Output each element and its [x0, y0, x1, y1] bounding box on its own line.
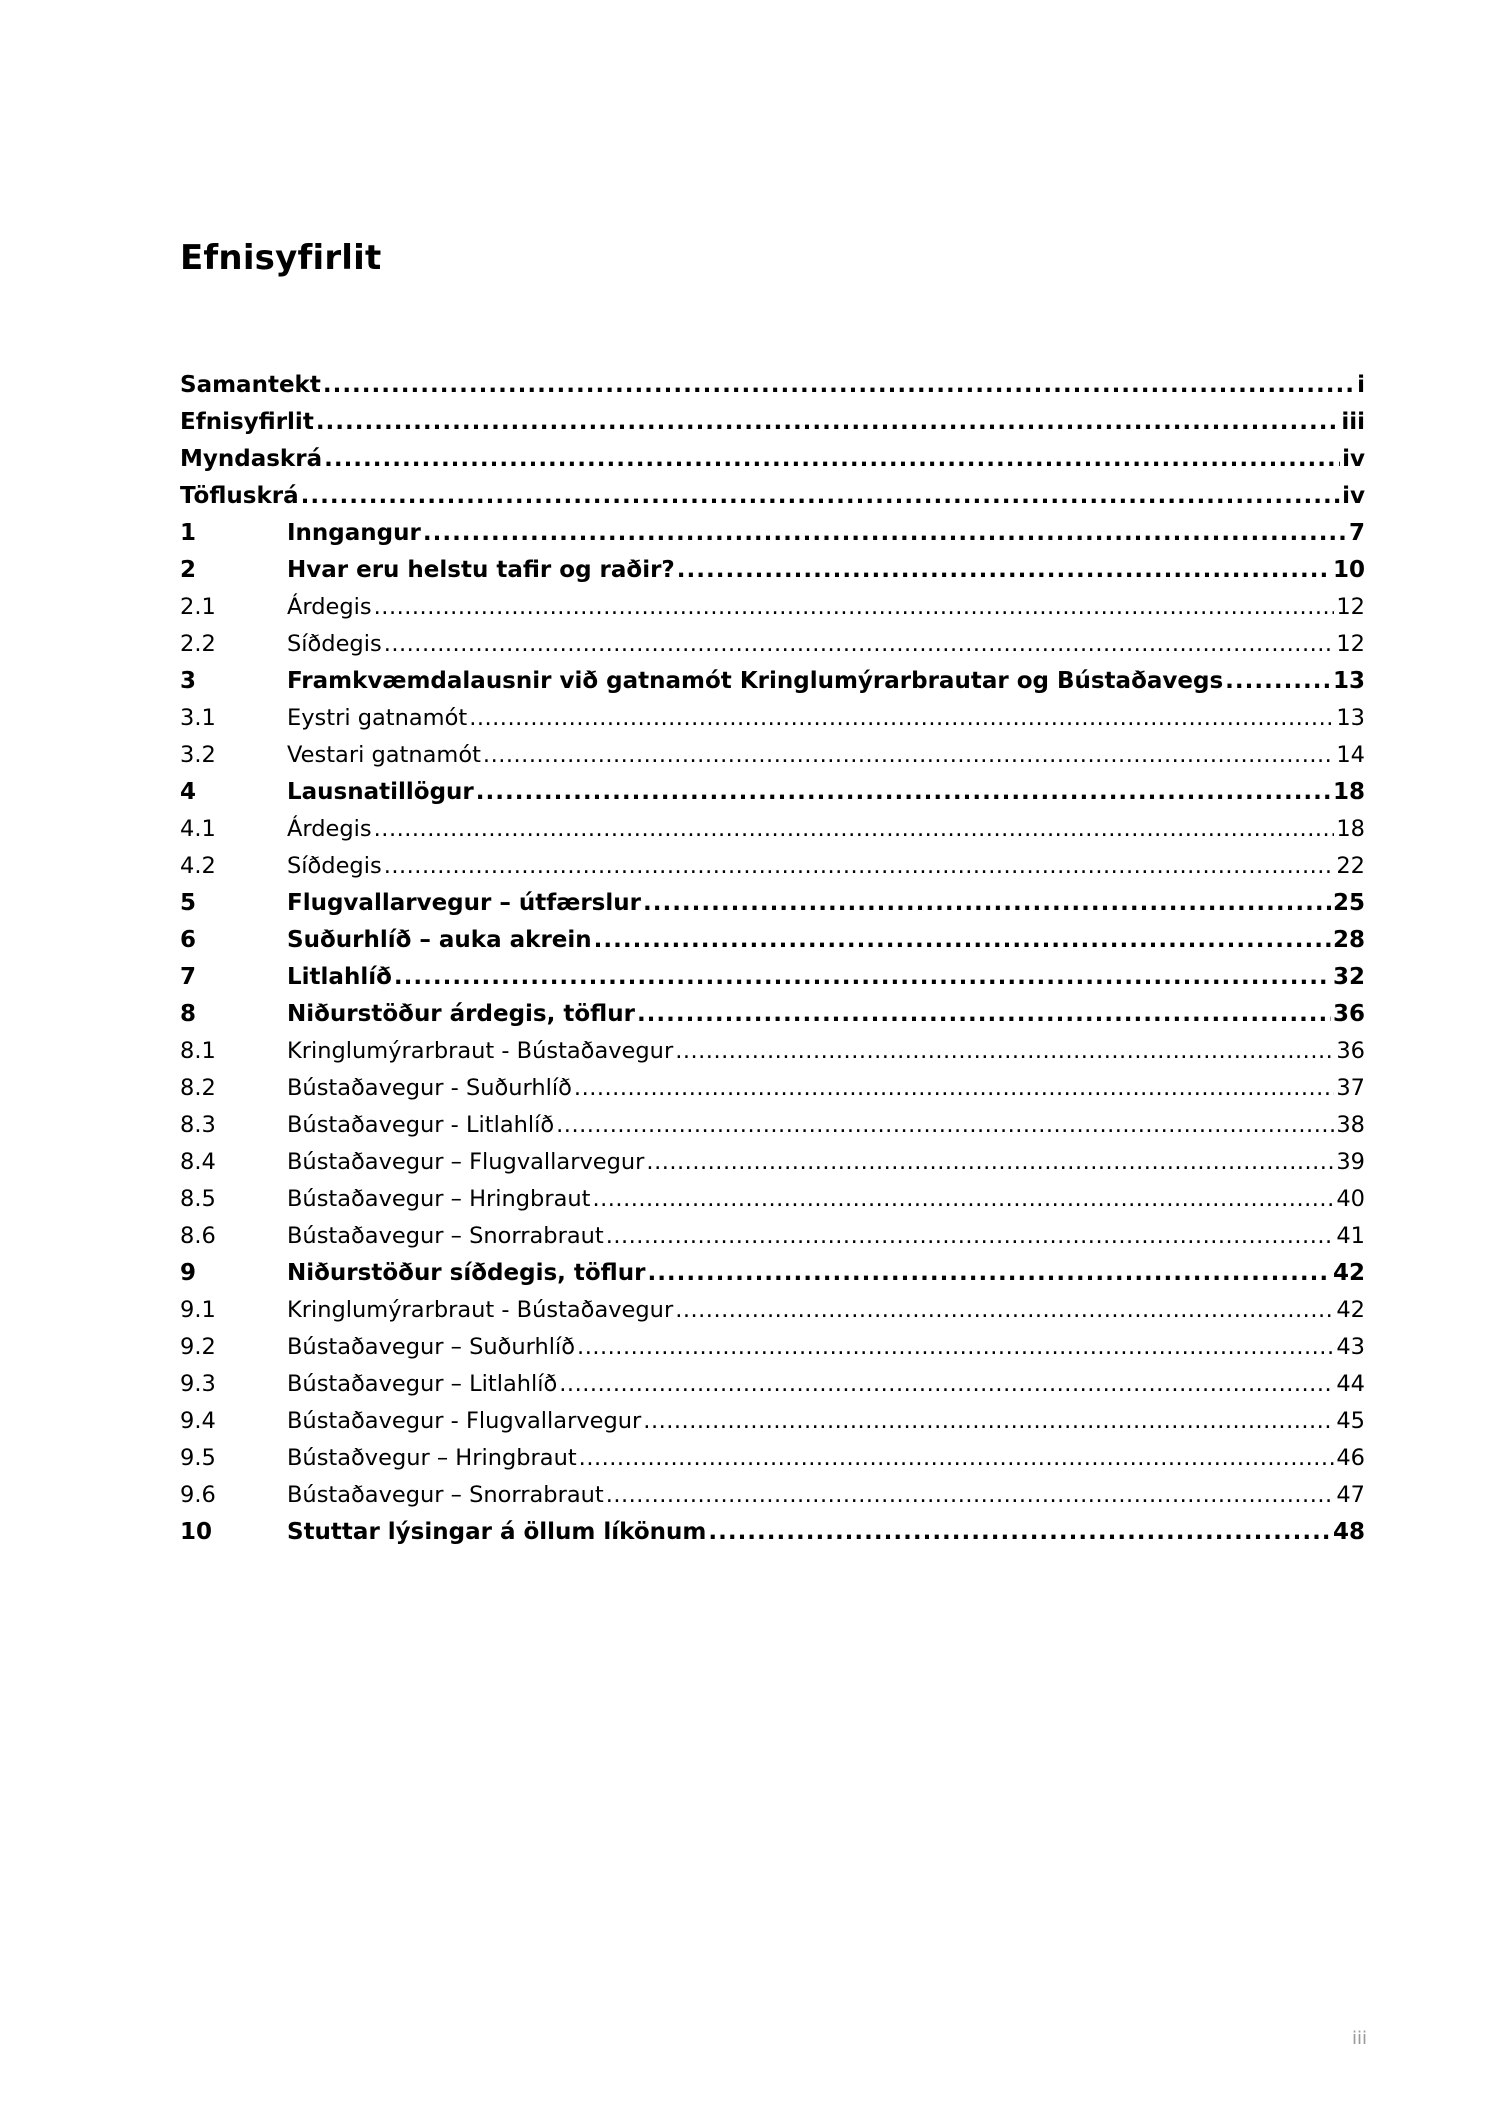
- toc-dot-leader: [394, 959, 1331, 996]
- toc-dot-leader: [708, 1514, 1331, 1551]
- toc-entry-number: 4: [180, 779, 197, 805]
- toc-dot-leader: [556, 1107, 1334, 1144]
- toc-entry-page: 44: [1336, 1371, 1365, 1397]
- toc-entry-page: 39: [1336, 1149, 1365, 1175]
- toc-entry-page: i: [1357, 372, 1365, 398]
- toc-entry-page: 43: [1336, 1334, 1365, 1360]
- toc-entry[interactable]: [180, 700, 1365, 737]
- toc-entry-title: Bústaðavegur – Snorrabraut: [287, 1223, 604, 1249]
- toc-entry-number: 3.2: [180, 742, 216, 768]
- toc-dot-leader: [579, 1440, 1335, 1477]
- toc-entry-page: iii: [1341, 409, 1365, 435]
- toc-entry-page: 38: [1336, 1112, 1365, 1138]
- toc-entry-number: 8.2: [180, 1075, 216, 1101]
- toc-entry[interactable]: [180, 1477, 1365, 1514]
- toc-entry-page: 47: [1336, 1482, 1365, 1508]
- toc-entry-number: 2.1: [180, 594, 216, 620]
- toc-dot-leader: [675, 1292, 1334, 1329]
- toc-dot-leader: [574, 1070, 1334, 1107]
- toc-entry-number: 8.1: [180, 1038, 216, 1064]
- toc-dot-leader: [316, 404, 1340, 441]
- toc-entry-number: 3.1: [180, 705, 216, 731]
- toc-entry-title: Bústaðvegur – Hringbraut: [287, 1445, 577, 1471]
- toc-entry-title: Vestari gatnamót: [287, 742, 481, 768]
- toc-dot-leader: [384, 848, 1335, 885]
- toc-entry-number: 8.4: [180, 1149, 216, 1175]
- toc-dot-leader: [374, 589, 1335, 626]
- toc-entry[interactable]: [180, 589, 1365, 626]
- toc-entry-page: 22: [1336, 853, 1365, 879]
- toc-entry-title: Síðdegis: [287, 853, 382, 879]
- toc-entry-number: 9.6: [180, 1482, 216, 1508]
- toc-entry[interactable]: [180, 774, 1365, 811]
- toc-entry-page: 42: [1336, 1297, 1365, 1323]
- toc-entry-page: 25: [1332, 890, 1365, 916]
- toc-entry[interactable]: [180, 848, 1365, 885]
- toc-dot-leader: [646, 1144, 1334, 1181]
- toc-entry[interactable]: [180, 626, 1365, 663]
- toc-entry-title: Kringlumýrarbraut - Bústaðavegur: [287, 1038, 674, 1064]
- toc-entry-page: 36: [1332, 1001, 1365, 1027]
- toc-entry-page: 48: [1332, 1519, 1365, 1545]
- toc-entry-title: Síðdegis: [287, 631, 382, 657]
- toc-entry-title: Flugvallarvegur – útfærslur: [287, 890, 641, 916]
- toc-entry[interactable]: [180, 441, 1365, 478]
- toc-dot-leader: [374, 811, 1335, 848]
- toc-entry-number: 4.2: [180, 853, 216, 879]
- toc-entry-number: 10: [180, 1519, 213, 1545]
- toc-entry-page: 7: [1348, 520, 1365, 546]
- toc-entry-number: 9.5: [180, 1445, 216, 1471]
- toc-entry-number: 8.5: [180, 1186, 216, 1212]
- page-title: Efnisyfirlit: [180, 238, 382, 278]
- toc-entry-number: 5: [180, 890, 197, 916]
- toc-entry-number: 9: [180, 1260, 197, 1286]
- toc-dot-leader: [1225, 663, 1331, 700]
- toc-entry-number: 8: [180, 1001, 197, 1027]
- toc-entry-title: Árdegis: [287, 594, 372, 620]
- toc-entry-title: Bústaðavegur - Suðurhlíð: [287, 1075, 572, 1101]
- toc-entry[interactable]: [180, 552, 1365, 589]
- toc-entry-number: 8.3: [180, 1112, 216, 1138]
- toc-entry-title: Suðurhlíð – auka akrein: [287, 927, 592, 953]
- toc-entry-page: 41: [1336, 1223, 1365, 1249]
- toc-entry-title: Stuttar lýsingar á öllum líkönum: [287, 1519, 707, 1545]
- toc-entry[interactable]: [180, 1255, 1365, 1292]
- toc-entry-number: 3: [180, 668, 197, 694]
- toc-entry-page: 10: [1332, 557, 1365, 583]
- toc-entry[interactable]: [180, 367, 1365, 404]
- toc-entry-page: 37: [1336, 1075, 1365, 1101]
- toc-entry[interactable]: [180, 1070, 1365, 1107]
- toc-entry[interactable]: [180, 811, 1365, 848]
- toc-entry[interactable]: [180, 922, 1365, 959]
- toc-dot-leader: [647, 1255, 1331, 1292]
- toc-entry-page: 12: [1336, 631, 1365, 657]
- toc-dot-leader: [384, 626, 1335, 663]
- toc-entry-title: Bústaðavegur – Snorrabraut: [287, 1482, 604, 1508]
- toc-entry-number: 8.6: [180, 1223, 216, 1249]
- toc-entry[interactable]: [180, 1440, 1365, 1477]
- toc-dot-leader: [637, 996, 1331, 1033]
- toc-dot-leader: [483, 737, 1334, 774]
- toc-entry-page: 45: [1336, 1408, 1365, 1434]
- toc-entry-title: Lausnatillögur: [287, 779, 474, 805]
- toc-entry-page: 12: [1336, 594, 1365, 620]
- toc-entry[interactable]: [180, 515, 1365, 552]
- toc-dot-leader: [643, 885, 1331, 922]
- toc-entry-page: 13: [1336, 705, 1365, 731]
- toc-entry-title: Niðurstöður síðdegis, töflur: [287, 1260, 646, 1286]
- toc-dot-leader: [423, 515, 1347, 552]
- toc-entry-page: 42: [1332, 1260, 1365, 1286]
- toc-entry-number: 9.4: [180, 1408, 216, 1434]
- toc-entry-number: 9.3: [180, 1371, 216, 1397]
- toc-entry-number: 9.2: [180, 1334, 216, 1360]
- toc-entry[interactable]: [180, 1033, 1365, 1070]
- toc-entry-title: Kringlumýrarbraut - Bústaðavegur: [287, 1297, 674, 1323]
- toc-entry-number: 2: [180, 557, 197, 583]
- toc-entry[interactable]: [180, 1366, 1365, 1403]
- toc-dot-leader: [677, 552, 1331, 589]
- page-number: iii: [1351, 2028, 1367, 2049]
- toc-entry-title: Eystri gatnamót: [287, 705, 468, 731]
- toc-entry-title: Töfluskrá: [180, 483, 299, 509]
- toc-entry[interactable]: [180, 1181, 1365, 1218]
- toc-dot-leader: [301, 478, 1341, 515]
- toc-entry-title: Inngangur: [287, 520, 421, 546]
- toc-entry-title: Bústaðavegur – Flugvallarvegur: [287, 1149, 645, 1175]
- toc-entry-page: 14: [1336, 742, 1365, 768]
- toc-dot-leader: [675, 1033, 1334, 1070]
- toc-entry-page: iv: [1342, 446, 1365, 472]
- toc-dot-leader: [323, 367, 1355, 404]
- toc-entry-number: 4.1: [180, 816, 216, 842]
- toc-entry[interactable]: [180, 885, 1365, 922]
- toc-entry-title: Árdegis: [287, 816, 372, 842]
- toc-entry-title: Bústaðavegur - Litlahlíð: [287, 1112, 555, 1138]
- toc-dot-leader: [476, 774, 1331, 811]
- toc-entry-title: Bústaðavegur – Hringbraut: [287, 1186, 591, 1212]
- toc-entry-title: Samantekt: [180, 372, 321, 398]
- toc-entry-number: 9.1: [180, 1297, 216, 1323]
- toc-entry[interactable]: [180, 737, 1365, 774]
- toc-dot-leader: [606, 1477, 1335, 1514]
- toc-entry-title: Myndaskrá: [180, 446, 323, 472]
- toc-entry-page: 36: [1336, 1038, 1365, 1064]
- toc-dot-leader: [469, 700, 1334, 737]
- toc-entry-number: 7: [180, 964, 197, 990]
- toc-entry[interactable]: [180, 404, 1365, 441]
- toc-dot-leader: [559, 1366, 1334, 1403]
- toc-entry[interactable]: [180, 1292, 1365, 1329]
- toc-entry-page: iv: [1342, 483, 1365, 509]
- toc-entry[interactable]: [180, 1514, 1365, 1551]
- toc-dot-leader: [324, 441, 1340, 478]
- toc-entry[interactable]: [180, 996, 1365, 1033]
- toc-entry[interactable]: [180, 1107, 1365, 1144]
- toc-entry[interactable]: [180, 478, 1365, 515]
- toc-entry-page: 18: [1332, 779, 1365, 805]
- toc-entry-title: Bústaðavegur – Suðurhlíð: [287, 1334, 576, 1360]
- toc-entry-page: 32: [1332, 964, 1365, 990]
- toc-entry[interactable]: [180, 1403, 1365, 1440]
- toc-dot-leader: [643, 1403, 1334, 1440]
- toc-entry-title: Bústaðavegur - Flugvallarvegur: [287, 1408, 642, 1434]
- toc-entry-title: Hvar eru helstu tafir og raðir?: [287, 557, 675, 583]
- toc-entry-page: 46: [1336, 1445, 1365, 1471]
- toc-entry-title: Litlahlíð: [287, 964, 392, 990]
- toc-entry[interactable]: [180, 1218, 1365, 1255]
- toc-dot-leader: [577, 1329, 1334, 1366]
- toc-entry-page: 18: [1336, 816, 1365, 842]
- toc-entry-title: Bústaðavegur – Litlahlíð: [287, 1371, 558, 1397]
- toc-entry[interactable]: [180, 1329, 1365, 1366]
- toc-entry-number: 2.2: [180, 631, 216, 657]
- toc-entry-title: Framkvæmdalausnir við gatnamót Kringlumýrarbrautar og Bústaðavegs: [287, 668, 1224, 694]
- toc-entry-title: Niðurstöður árdegis, töflur: [287, 1001, 635, 1027]
- toc-entry-page: 13: [1332, 668, 1365, 694]
- toc-entry-title: Efnisyfirlit: [180, 409, 314, 435]
- toc-entry[interactable]: [180, 959, 1365, 996]
- toc-dot-leader: [606, 1218, 1335, 1255]
- toc-dot-leader: [594, 922, 1331, 959]
- toc-entry-number: 6: [180, 927, 197, 953]
- toc-entry[interactable]: [180, 663, 1365, 700]
- toc-entry-number: 1: [180, 520, 197, 546]
- table-of-contents: [180, 367, 1365, 1551]
- toc-entry[interactable]: [180, 1144, 1365, 1181]
- toc-entry-page: 28: [1332, 927, 1365, 953]
- toc-dot-leader: [592, 1181, 1334, 1218]
- toc-entry-page: 40: [1336, 1186, 1365, 1212]
